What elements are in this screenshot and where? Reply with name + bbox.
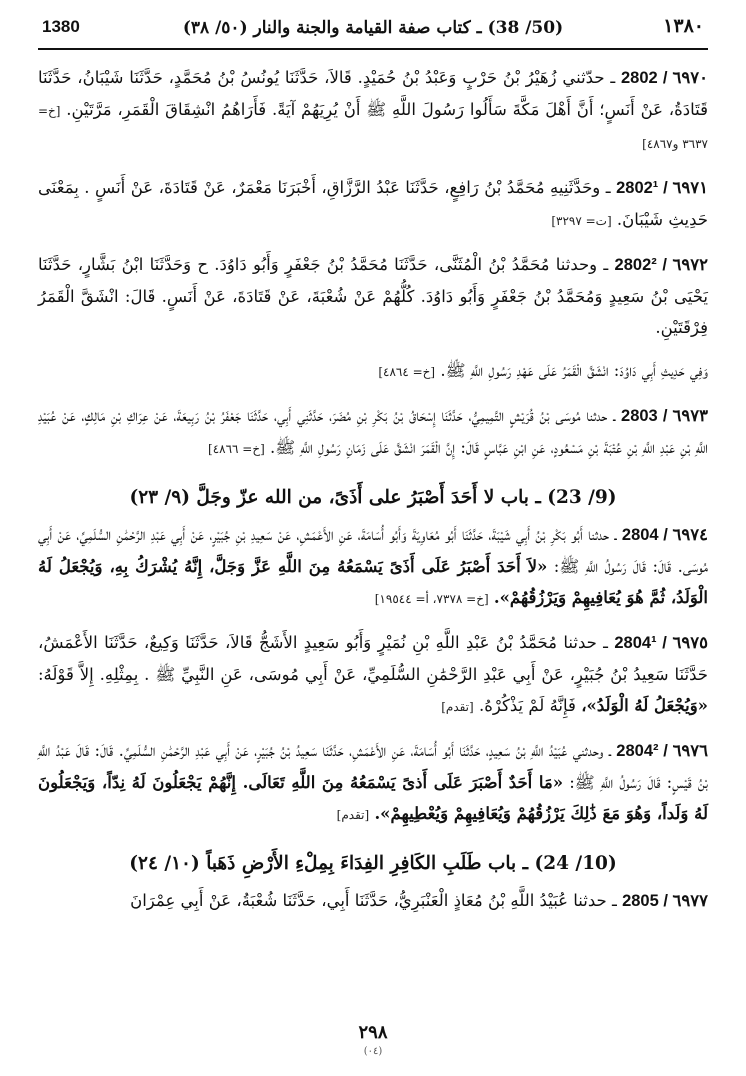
- hadith-text: ـ وحدثنا مُحَمَّدُ بْنُ الْمُثَنَّى، حَدَّثَنَا مُحَمَّدُ بْنُ جَعْفَرٍ وَأَبُو دَاوُدَ. ح وَحَدَّثَنَا ابْنُ بَشَّارٍ، حَدَّثَنَا يَحْيَى بْنُ سَعِيدٍ وَمُحَمَّدُ بْنُ جَعْفَرٍ وَأَبُو دَاوُدَ. كُلُّهُمْ عَنْ شُعْبَةَ، عَنْ قَتَادَةَ، عَنْ أَنَسٍ. قَالَ: انْشَقَّ الْقَمَرُ فِرْقَتَيْنِ.: [38, 255, 708, 337]
- hadith-number: ٦٩٧١ / 2802¹: [616, 179, 708, 197]
- chapter-heading: (10/ 24) ـ باب طَلَبِ الكَافِرِ الفِدَاءَ بِمِلْءِ الأَرْضِ ذَهَباً (١٠/ ٢٤): [129, 853, 617, 874]
- hadith-text: ـ حدثنا مُحَمَّدُ بْنُ عَبْدِ اللَّهِ بْنِ نُمَيْرٍ وَأَبُو سَعِيدٍ الأَشَجُّ قَالاَ، حَدَّثَنَا وَكِيعٌ، حَدَّثَنَا الأَعْمَشُ، حَدَّثَنَا سَعِيدُ بْنُ جُبَيْرٍ، عَنْ أَبِي عَبْدِ الرَّحْمَٰنِ السُّلَمِيِّ، عَنْ أَبِي مُوسَى، عَنِ النَّبِيِّ ﷺ . بِمِثْلِهِ. إِلاَّ قَوْلَهُ:: [38, 633, 708, 684]
- hadith-entry: [38, 735, 708, 831]
- hadith-matn: «مَا أَحَدٌ أَصْبَرَ عَلَى أَذىً يَسْمَعُهُ مِنَ اللَّهِ تَعَالَى. إِنَّهُمْ يَجْعَلُونَ لَهُ نِدّاً، وَيَجْعَلُونَ لَهُ وَلَداً، وَهُوَ مَعَ ذَٰلِكَ يَرْزُقُهُمْ وَيُعَافِيهِمْ وَيُعْطِيهِمْ».: [38, 773, 708, 823]
- page-number-arabic: ١٣٨٠: [663, 15, 704, 37]
- hadith-entry: [38, 172, 708, 237]
- hadith-number: ٦٩٧٧ / 2805: [622, 892, 708, 910]
- source-reference: [خ= ٤٨٦٦]: [208, 442, 265, 456]
- hadith-number: ٦٩٧٦ / 2804²: [616, 742, 709, 760]
- hadith-text: ـ وحدثني عُبَيْدُ اللَّهِ بْنُ سَعِيدٍ، حَدَّثَنَا أَبُو أُسَامَةَ، عَنِ الأَعْمَشِ، حَدَّثَنَا سَعِيدُ بْنُ جُبَيْرٍ، عَنْ أَبِي عَبْدِ الرَّحْمَٰنِ السُّلَمِيِّ. قَالَ: قَالَ عَبْدُ اللَّهِ بْنُ قَيْسٍ: قَالَ رَسُولُ اللَّهِ ﷺ:: [38, 741, 708, 792]
- hadith-text-tail: فَإِنَّهُ لَمْ يَذْكُرْهُ.: [478, 696, 576, 715]
- source-reference: [ت= ٣٢٩٧]: [551, 214, 612, 228]
- hadith-entry: [38, 62, 708, 160]
- hadith-text: ـ حدّثني زُهَيْرُ بْنُ حَرْبٍ وَعَبْدُ بْنُ حُمَيْدٍ. قَالاَ، حَدَّثَنَا يُونُسُ بْنُ مُحَمَّدٍ، حَدَّثَنَا شَيْبَانُ، حَدَّثَنَا قَتَادَةُ، عَنْ أَنَسٍ؛ أَنَّ أَهْلَ مَكَّةَ سَأَلُوا رَسُولَ اللَّهِ ﷺ أَنْ يُرِيَهُمْ آيَةً. فَأَرَاهُمُ انْشِقَاقَ الْقَمَرِ، مَرَّتَيْنِ.: [38, 68, 708, 119]
- footer-signature-mark: (٠٤): [363, 1046, 383, 1057]
- hadith-matn: «وَيُجْعَلُ لَهُ الْوَلَدُ»،: [581, 696, 708, 715]
- hadith-entry: [38, 519, 708, 615]
- hadith-number: ٦٩٧٤ / 2804: [621, 526, 708, 544]
- hadith-matn: «لاَ أَحَدَ أَصْبَرُ عَلَى أَذَىً يَسْمَعُهُ مِنَ اللَّهِ عَزَّ وَجَلَّ، إِنَّهُ يُشْرَكُ بِهِ، وَيُجْعَلُ لَهُ الْوَلَدُ، ثُمَّ هُوَ يُعَافِيهِمْ وَيَرْزُقُهُمْ».: [38, 557, 708, 607]
- page-header: [38, 14, 708, 50]
- hadith-number: ٦٩٧٠ / 2802: [620, 69, 708, 87]
- hadith-variant-text: وَفِي حَدِيثِ أَبِي دَاوُدَ: انْشَقَّ الْقَمَرُ عَلَى عَهْدِ رَسُولِ اللَّهِ ﷺ.: [440, 361, 708, 380]
- source-reference: [تقدم]: [441, 700, 474, 714]
- chapter-heading: (9/ 23) ـ باب لا أَحَدَ أَصْبَرُ على أَذَىً، من الله عزّ وجَلَّ (٩/ ٢٣): [129, 487, 617, 508]
- hadith-variant-note: [38, 355, 708, 388]
- source-reference: [خ= ٤٨٦٤]: [378, 365, 436, 379]
- source-reference: [خ= ٣٦٣٧ و٤٨٦٧]: [38, 104, 708, 151]
- source-reference: [خ= ٧٣٧٨، أ= ١٩٥٤٤]: [374, 592, 489, 606]
- footer-page-number: ٢٩٨: [358, 1022, 388, 1043]
- running-title: (50/ 38) ـ كتاب صفة القيامة والجنة والنار (٥٠/ ٣٨): [182, 18, 564, 38]
- hadith-number: ٦٩٧٣ / 2803: [621, 407, 708, 425]
- hadith-entry: [38, 885, 708, 917]
- source-reference: [تقدم]: [336, 808, 370, 822]
- hadith-text: ـ حدثنا عُبَيْدُ اللَّهِ بْنُ مُعَاذٍ الْعَنْبَرِيُّ، حَدَّثَنَا أَبِي، حَدَّثَنَا شُعْبَةُ، عَنْ أَبِي عِمْرَانَ: [130, 891, 617, 910]
- hadith-entry: [38, 249, 708, 343]
- hadith-entry: [38, 400, 708, 465]
- page-body: [38, 62, 708, 1002]
- page-number-latin: 1380: [42, 17, 80, 36]
- hadith-text: ـ حدثنا أَبُو بَكْرِ بْنُ أَبِي شَيْبَةَ، حَدَّثَنَا أَبُو مُعَاوِيَةَ وَأَبُو أُسَامَةَ، عَنِ الأَعْمَشِ، عَنْ سَعِيدِ بْنِ جُبَيْرٍ، عَنْ أَبِي عَبْدِ الرَّحْمَٰنِ السُّلَمِيِّ، عَنْ أَبِي مُوسَى. قَالَ: قَالَ رَسُولُ اللَّهِ ﷺ:: [38, 525, 709, 576]
- hadith-entry: [38, 627, 708, 723]
- hadith-text: ـ حدثنا مُوسَى بْنُ قُرَيْشٍ التَّمِيمِيُّ، حَدَّثَنَا إِسْحَاقُ بْنُ بَكْرِ بْنِ مُضَرَ، حَدَّثَنِي أَبِي، حَدَّثَنَا جَعْفَرُ بْنُ رَبِيعَةَ، عَنْ عِرَاكِ بْنِ مَالِكٍ، عَنْ عُبَيْدِ اللَّهِ بْنِ عَبْدِ اللَّهِ بْنِ عُتْبَةَ بْنِ مَسْعُودٍ، عَنِ ابْنِ عَبَّاسٍ قَالَ: إِنَّ الْقَمَرَ انْشَقَّ عَلَى زَمَانِ رَسُولِ اللَّهِ ﷺ.: [38, 406, 708, 457]
- hadith-text: ـ وحَدَّثَنِيهِ مُحَمَّدُ بْنُ رَافِعٍ، حَدَّثَنَا عَبْدُ الرَّزَّاقِ، أَخْبَرَنَا مَعْمَرٌ، عَنْ قَتَادَةَ، عَنْ أَنَسٍ . بِمَعْنَى حَدِيثِ شَيْبَانَ.: [38, 178, 708, 229]
- hadith-number: ٦٩٧٥ / 2804¹: [614, 634, 708, 652]
- hadith-number: ٦٩٧٢ / 2802²: [614, 256, 708, 274]
